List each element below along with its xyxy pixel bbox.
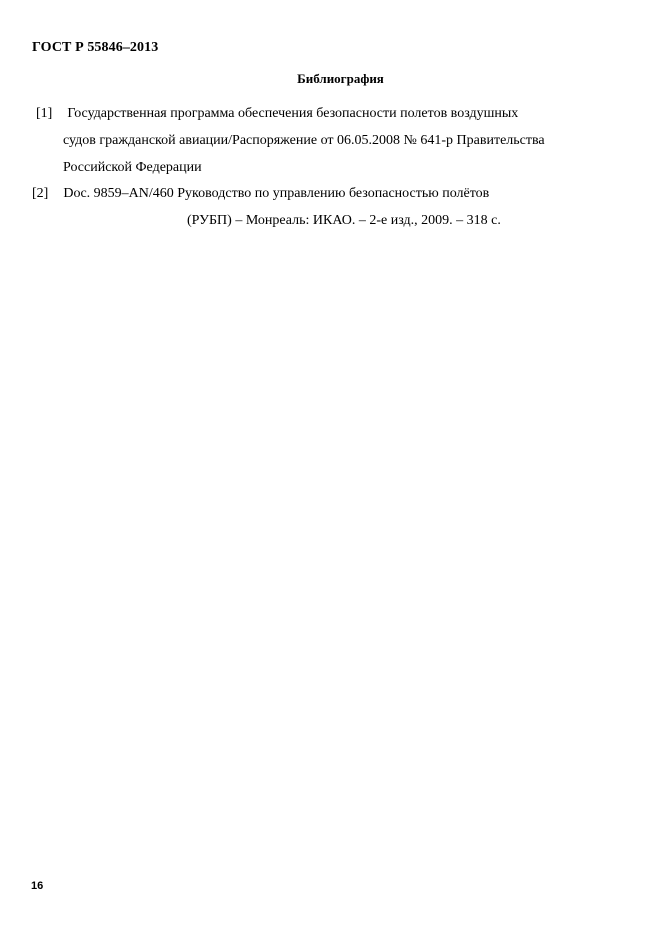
reference-1-text-line-2: судов гражданской авиации/Распоряжение от 06.05.2008 № 641-р Правительства [63, 133, 545, 148]
standard-code-header: ГОСТ Р 55846–2013 [32, 40, 159, 55]
reference-2-first-line [32, 186, 489, 202]
reference-1-first-line [36, 106, 518, 122]
reference-1-text-line-1: Государственная программа обеспечения безопасности полетов воздушных [67, 106, 519, 121]
reference-2-number: [2] [32, 186, 49, 201]
reference-2-text-line-2: (РУБП) – Монреаль: ИКАО. – 2-е изд., 2009. – 318 с. [187, 213, 501, 228]
page-number: 16 [31, 880, 44, 892]
reference-2-text-line-1: Doc. 9859–AN/460 Руководство по управлению безопасностью полётов [63, 186, 490, 201]
reference-1-number: [1] [36, 106, 53, 121]
reference-1-text-line-3: Российской Федерации [63, 160, 202, 175]
section-title-bibliography: Библиография [297, 71, 384, 86]
